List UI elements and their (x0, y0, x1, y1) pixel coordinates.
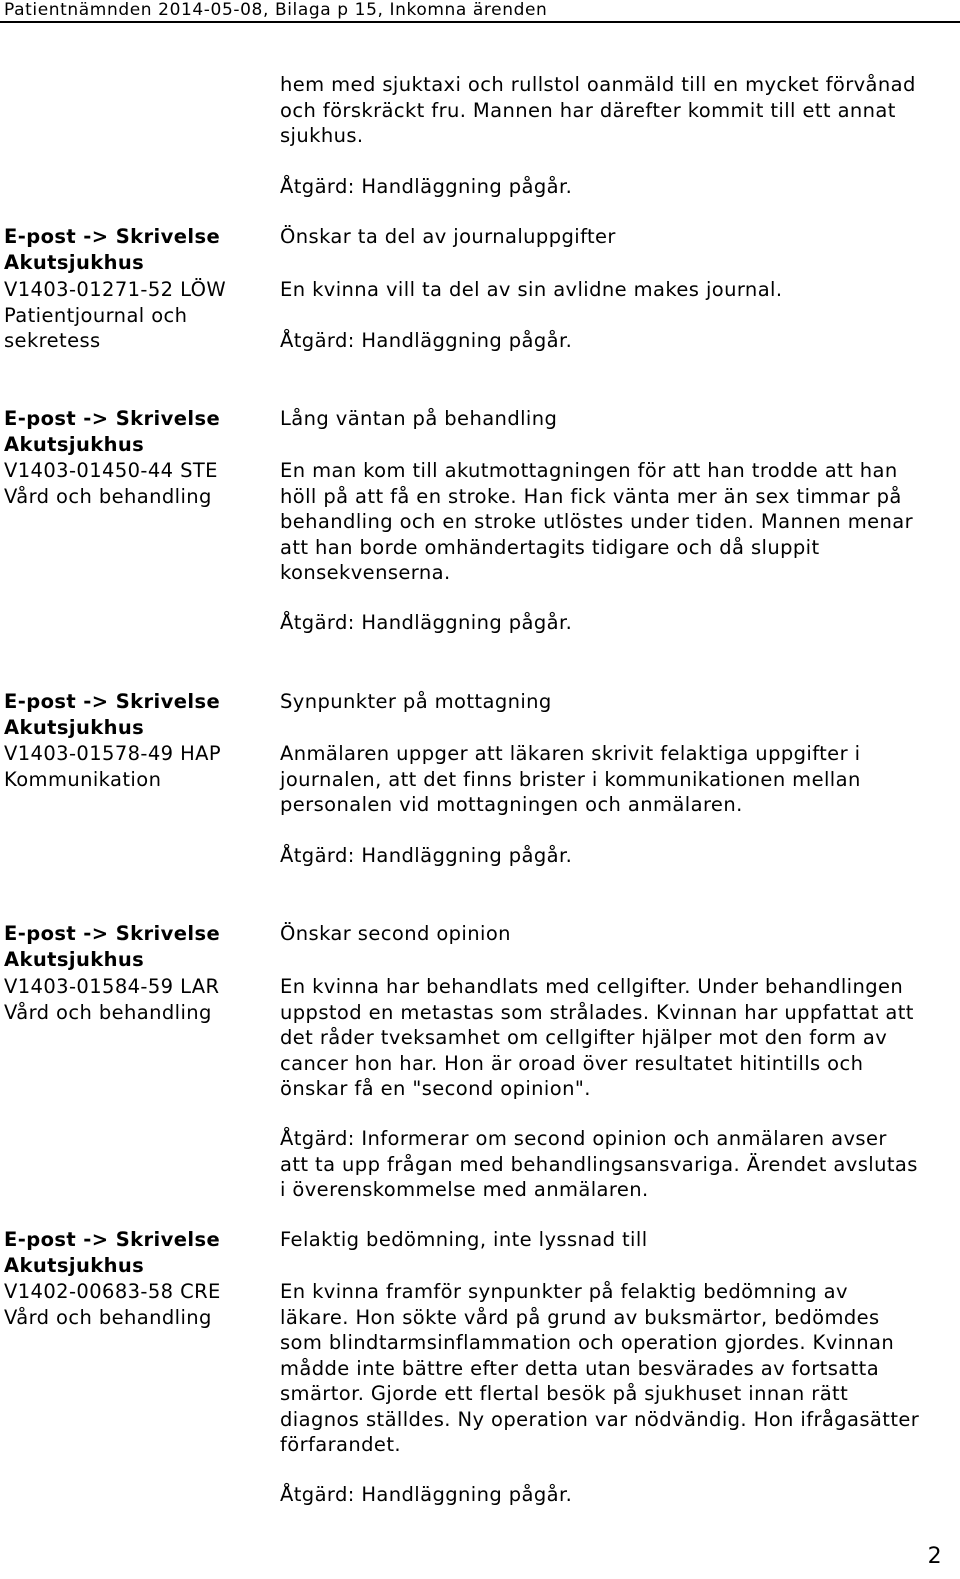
case-body-line: cancer hon har. Hon är oroad över resultatet hitintills och (280, 1051, 864, 1075)
case-body-line: smärtor. Gjorde ett flertal besök på sjukhuset innan rätt (280, 1382, 849, 1405)
case-body-line: det råder tveksamhet om cellgifter hjälper mot den form av (280, 1026, 888, 1049)
case-title: Felaktig bedömning, inte lyssnad till (280, 1228, 648, 1251)
case-category: Vård och behandling (4, 1000, 212, 1024)
case-unit: Akutsjukhus (4, 1253, 145, 1277)
case-category: Vård och behandling (4, 484, 212, 508)
case-body (280, 1279, 919, 1458)
case-category: sekretess (4, 329, 101, 352)
case-body-line: Anmälaren uppger att läkaren skrivit felaktiga uppgifter i (280, 742, 861, 765)
page-number: 2 (927, 1544, 942, 1569)
case-id: V1403-01271-52 LÖW (4, 278, 227, 301)
case-category: Patientjournal och (4, 303, 188, 327)
case-id: V1403-01584-59 LAR (4, 975, 220, 998)
case-body-line: personalen vid mottagningen och anmälaren. (280, 793, 743, 816)
case-body-line: behandling och en stroke utlöstes under tiden. Mannen menar (280, 510, 914, 533)
case-meta (4, 224, 220, 275)
intro-line: sjukhus. (280, 124, 364, 147)
header-title: Patientnämnden 2014-05-08, Bilaga p 15, Inkomna ärenden (4, 0, 548, 20)
case-action (280, 1126, 918, 1203)
case-unit: Akutsjukhus (4, 715, 145, 739)
case-channel: E-post -> Skrivelse (4, 690, 221, 713)
case-ids (4, 277, 226, 354)
case-title: Lång väntan på behandling (280, 407, 558, 430)
case-unit: Akutsjukhus (4, 250, 145, 274)
case-channel: E-post -> Skrivelse (4, 1228, 221, 1251)
case-ids (4, 974, 219, 1025)
case-action (280, 843, 572, 869)
case-action (280, 1482, 572, 1508)
case-action-line: Åtgärd: Handläggning pågår. (280, 329, 573, 352)
case-body-line: uppstod en metastas som strålades. Kvinnan har uppfattat att (280, 1000, 914, 1024)
case-body-line: diagnos ställdes. Ny operation var nödvändig. Hon ifrågasätter (280, 1407, 920, 1431)
case-action-line: Åtgärd: Handläggning pågår. (280, 1483, 573, 1506)
case-body-line: önskar få en "second opinion". (280, 1077, 591, 1100)
case-action-line: Åtgärd: Informerar om second opinion och anmälaren avser (280, 1127, 887, 1150)
case-body-line: läkare. Hon sökte vård på grund av buksmärtor, bedömdes (280, 1305, 880, 1329)
case-ids (4, 458, 218, 509)
case-body-line: som blindtarmsinflammation och operation gjordes. Kvinnan (280, 1331, 895, 1354)
case-body-line: förfarandet. (280, 1433, 401, 1456)
case-action (280, 610, 572, 636)
case-ids (4, 741, 221, 792)
case-title: Önskar ta del av journaluppgifter (280, 225, 616, 248)
intro-action: Åtgärd: Handläggning pågår. (280, 175, 573, 198)
case-unit: Akutsjukhus (4, 947, 145, 971)
case-action-line: Åtgärd: Handläggning pågår. (280, 611, 573, 634)
case-channel: E-post -> Skrivelse (4, 225, 221, 248)
case-body (280, 974, 914, 1102)
case-meta (4, 689, 220, 740)
case-meta (4, 1227, 220, 1278)
case-body-line: mådde inte bättre efter detta utan besvärades av fortsatta (280, 1356, 880, 1380)
case-body-line: höll på att få en stroke. Han fick vänta mer än sex timmar på (280, 484, 902, 508)
case-body-line: att han borde omhändertagits tidigare och då sluppit (280, 535, 820, 559)
case-meta (4, 406, 220, 457)
case-body-line: En man kom till akutmottagningen för att han trodde att han (280, 459, 898, 482)
case-title: Önskar second opinion (280, 922, 511, 945)
case-body-line: En kvinna vill ta del av sin avlidne makes journal. (280, 278, 783, 301)
case-title: Synpunkter på mottagning (280, 690, 552, 713)
case-unit: Akutsjukhus (4, 432, 145, 456)
page-header (0, 0, 960, 23)
case-id: V1403-01450-44 STE (4, 459, 218, 482)
case-channel: E-post -> Skrivelse (4, 407, 221, 430)
case-body (280, 741, 861, 818)
case-body-line: journalen, att det finns brister i kommunikationen mellan (280, 767, 861, 791)
case-body-line: En kvinna har behandlats med cellgifter. Under behandlingen (280, 975, 904, 998)
case-category: Kommunikation (4, 767, 162, 791)
case-body (280, 458, 913, 586)
case-meta (4, 921, 220, 972)
case-ids (4, 1279, 221, 1330)
case-action-line: att ta upp frågan med behandlingsansvariga. Ärendet avslutas (280, 1152, 918, 1176)
case-body-line: konsekvenserna. (280, 561, 451, 584)
case-action (280, 328, 572, 354)
case-id: V1403-01578-49 HAP (4, 742, 222, 765)
case-channel: E-post -> Skrivelse (4, 922, 221, 945)
intro-text (280, 72, 916, 149)
intro-line: hem med sjuktaxi och rullstol oanmäld till en mycket förvånad (280, 73, 916, 96)
case-category: Vård och behandling (4, 1305, 212, 1329)
case-action-line: i överenskommelse med anmälaren. (280, 1178, 649, 1201)
case-body (280, 277, 782, 303)
case-id: V1402-00683-58 CRE (4, 1280, 221, 1303)
case-action-line: Åtgärd: Handläggning pågår. (280, 844, 573, 867)
case-body-line: En kvinna framför synpunkter på felaktig bedömning av (280, 1280, 848, 1303)
intro-line: och förskräckt fru. Mannen har därefter kommit till ett annat (280, 98, 896, 122)
